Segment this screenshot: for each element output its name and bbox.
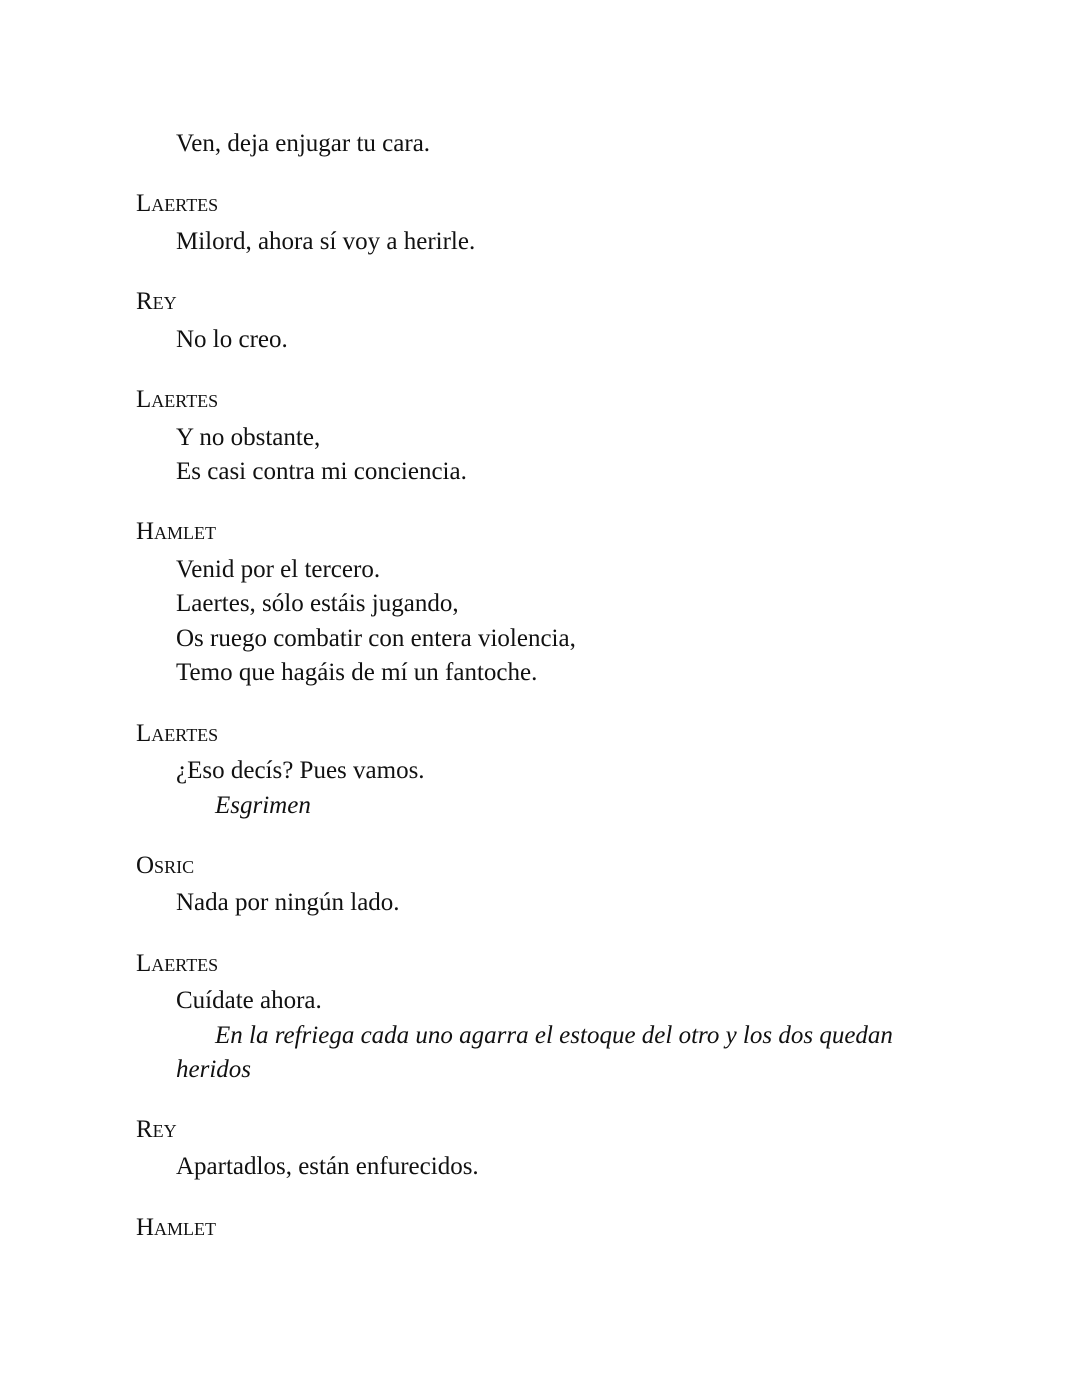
dialogue-line: Os ruego combatir con entera violencia,	[176, 625, 576, 652]
stage-direction: heridos	[176, 1056, 251, 1083]
speaker-name: Rey	[136, 288, 177, 315]
dialogue-line: Es casi contra mi conciencia.	[176, 458, 467, 485]
speaker-name: Rey	[136, 1116, 177, 1143]
speaker-name: Laertes	[136, 190, 219, 217]
dialogue-line: Ven, deja enjugar tu cara.	[176, 130, 431, 157]
dialogue-line: ¿Eso decís? Pues vamos.	[176, 757, 425, 784]
dialogue-line: Temo que hagáis de mí un fantoche.	[176, 659, 538, 686]
speaker-name: Osric	[136, 852, 195, 879]
dialogue-line: Laertes, sólo estáis jugando,	[176, 590, 459, 617]
speaker-name: Laertes	[136, 386, 219, 413]
dialogue-line: Apartadlos, están enfurecidos.	[176, 1153, 479, 1180]
dialogue-line: Cuídate ahora.	[176, 987, 322, 1014]
dialogue-line: Nada por ningún lado.	[176, 889, 400, 916]
dialogue-line: Y no obstante,	[176, 424, 321, 451]
stage-direction: En la refriega cada uno agarra el estoque del otro y los dos quedan	[215, 1022, 893, 1049]
speaker-name: Laertes	[136, 720, 219, 747]
dialogue-line: Milord, ahora sí voy a herirle.	[176, 228, 476, 255]
speaker-name: Laertes	[136, 950, 219, 977]
speaker-name: Hamlet	[136, 518, 217, 545]
speaker-name: Hamlet	[136, 1214, 217, 1241]
dialogue-line: No lo creo.	[176, 326, 288, 353]
stage-direction: Esgrimen	[215, 792, 311, 819]
dialogue-line: Venid por el tercero.	[176, 556, 381, 583]
